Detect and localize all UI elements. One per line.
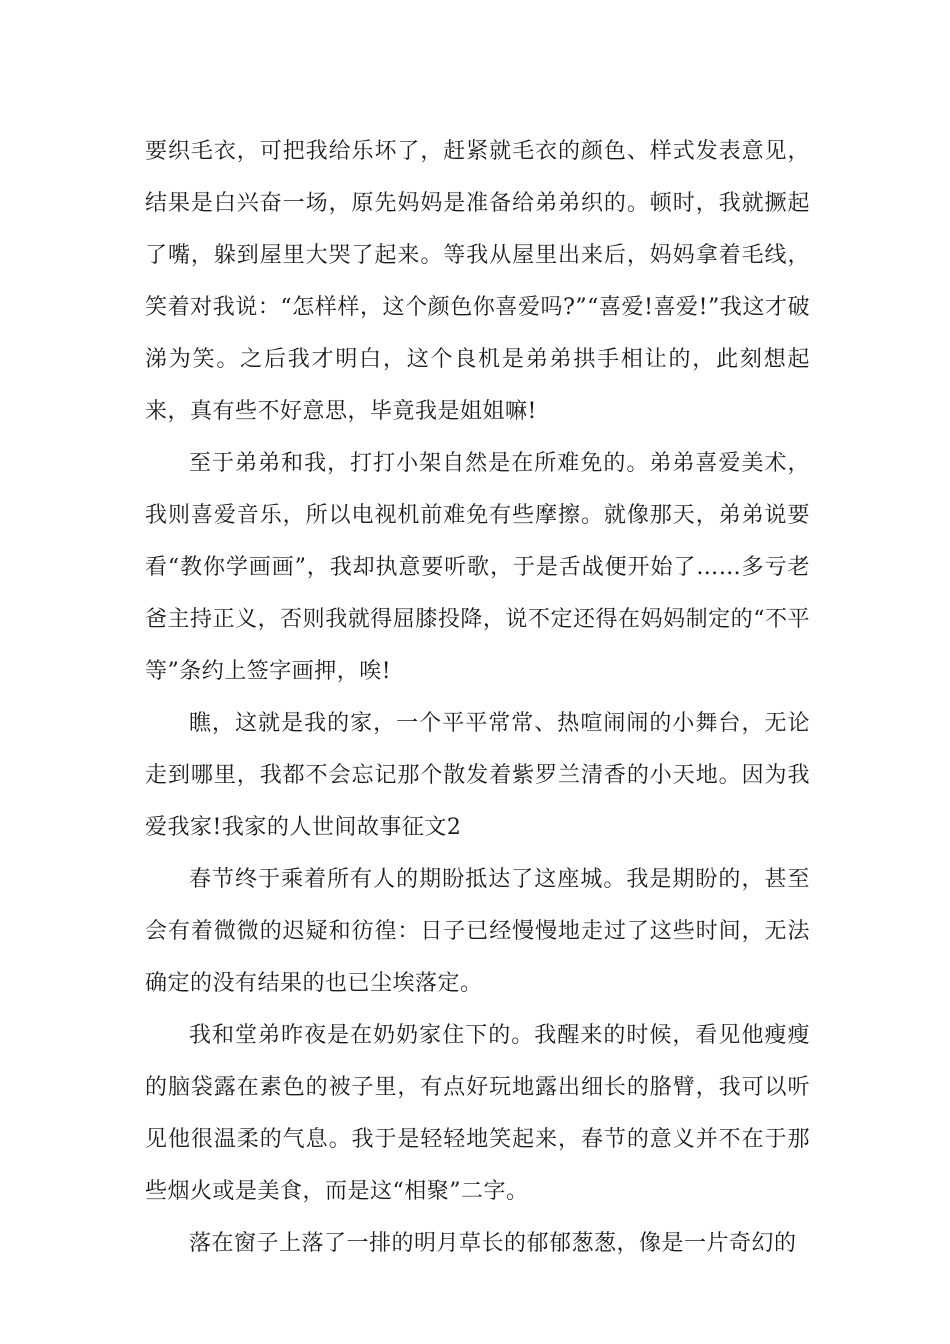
paragraph-4: 春节终于乘着所有人的期盼抵达了这座城。我是期盼的，甚至会有着微微的迟疑和彷徨：日子已经慢慢地走过了这些时间，无法确定的没有结果的也已尘埃落定。 [145, 867, 810, 996]
paragraph-5: 我和堂弟昨夜是在奶奶家住下的。我醒来的时候，看见他瘦瘦的脑袋露在素色的被子里，有点好玩地露出细长的胳臂，我可以听见他很温柔的气息。我于是轻轻地笑起来，春节的意义并不在于那些烟火或是美食，而是这“相聚”二字。 [145, 1023, 810, 1204]
document-body [145, 126, 810, 1270]
paragraph-1: 要织毛衣，可把我给乐坏了，赶紧就毛衣的颜色、样式发表意见，结果是白兴奋一场，原先妈妈是准备给弟弟织的。顿时，我就撅起了嘴，躲到屋里大哭了起来。等我从屋里出来后，妈妈拿着毛线，笑着对我说：“怎样样，这个颜色你喜爱吗?”“喜爱!喜爱!”我这才破涕为笑。之后我才明白，这个良机是弟弟拱手相让的，此刻想起来，真有些不好意思，毕竟我是姐姐嘛! [145, 139, 810, 424]
paragraph-6: 落在窗子上落了一排的明月草长的郁郁葱葱，像是一片奇幻的 [189, 1231, 797, 1256]
paragraph-2: 至于弟弟和我，打打小架自然是在所难免的。弟弟喜爱美术，我则喜爱音乐，所以电视机前难免有些摩擦。就像那天，弟弟说要看“教你学画画”，我却执意要听歌，于是舌战便开始了……多亏老爸主持正义，否则我就得屈膝投降，说不定还得在妈妈制定的“不平等”条约上签字画押，唉! [145, 451, 810, 684]
paragraph-3: 瞧，这就是我的家，一个平平常常、热喧闹闹的小舞台，无论走到哪里，我都不会忘记那个散发着紫罗兰清香的小天地。因为我爱我家!我家的人世间故事征文2 [145, 711, 810, 840]
